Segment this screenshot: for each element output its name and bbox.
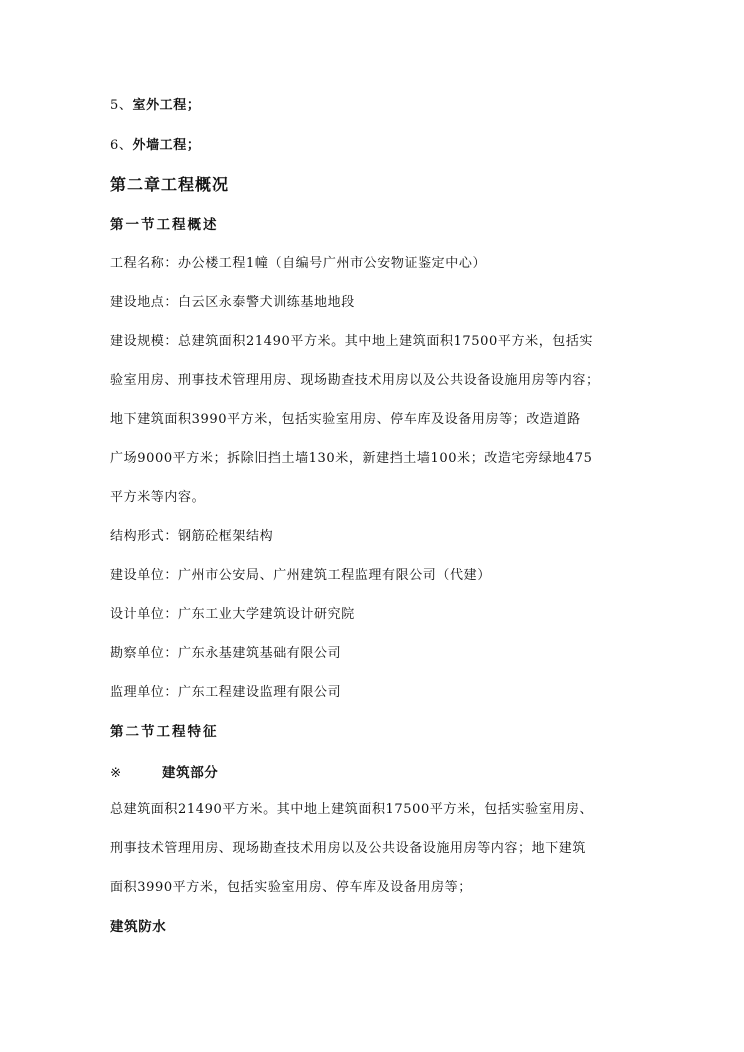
project-scale-line: 平方米等内容。 bbox=[110, 490, 206, 505]
chapter-title: 第二章工程概况 bbox=[110, 175, 230, 194]
section-title-overview: 第一节工程概述 bbox=[110, 217, 219, 233]
list-item-number: 6、 bbox=[110, 138, 133, 153]
architecture-title: 建筑部分 bbox=[162, 765, 219, 781]
design-unit: 设计单位：广东工业大学建筑设计研究院 bbox=[110, 607, 355, 622]
project-location: 建设地点：白云区永泰警犬训练基地地段 bbox=[110, 295, 355, 310]
project-scale-line: 建设规模：总建筑面积21490平方米。其中地上建筑面积17500平方米，包括实 bbox=[110, 334, 594, 349]
structure-type: 结构形式：钢筋砼框架结构 bbox=[110, 529, 274, 544]
list-item-outdoor-works bbox=[110, 98, 201, 114]
waterproofing-heading: 建筑防水 bbox=[110, 919, 167, 935]
architecture-text-line: 刑事技术管理用房、现场勘查技术用房以及公共设备设施用房等内容；地下建筑 bbox=[110, 841, 587, 856]
survey-unit: 勘察单位：广东永基建筑基础有限公司 bbox=[110, 646, 342, 661]
architecture-heading bbox=[110, 765, 218, 781]
supervision-unit: 监理单位：广东工程建设监理有限公司 bbox=[110, 685, 342, 700]
list-item-exterior-wall-works bbox=[110, 138, 201, 154]
project-name: 工程名称：办公楼工程1幢（自编号广州市公安物证鉴定中心） bbox=[110, 256, 487, 271]
list-item-text: 室外工程； bbox=[132, 98, 201, 113]
construction-unit: 建设单位：广州市公安局、广州建筑工程监理有限公司（代建） bbox=[110, 568, 491, 583]
project-scale-line: 地下建筑面积3990平方米，包括实验室用房、停车库及设备用房等；改造道路 bbox=[110, 412, 581, 427]
reference-mark-icon: ※ bbox=[110, 765, 122, 781]
list-item-text: 外墙工程； bbox=[132, 138, 201, 153]
architecture-text-line: 面积3990平方米，包括实验室用房、停车库及设备用房等； bbox=[110, 880, 472, 895]
project-scale-line: 验室用房、刑事技术管理用房、现场勘查技术用房以及公共设备设施用房等内容； bbox=[110, 373, 600, 388]
project-scale-line: 广场9000平方米；拆除旧挡土墙130米，新建挡土墙100米；改造宅旁绿地475 bbox=[110, 451, 593, 466]
list-item-number: 5、 bbox=[110, 98, 133, 113]
section-title-features: 第二节工程特征 bbox=[110, 724, 219, 740]
architecture-text-line: 总建筑面积21490平方米。其中地上建筑面积17500平方米，包括实验室用房、 bbox=[110, 802, 594, 817]
